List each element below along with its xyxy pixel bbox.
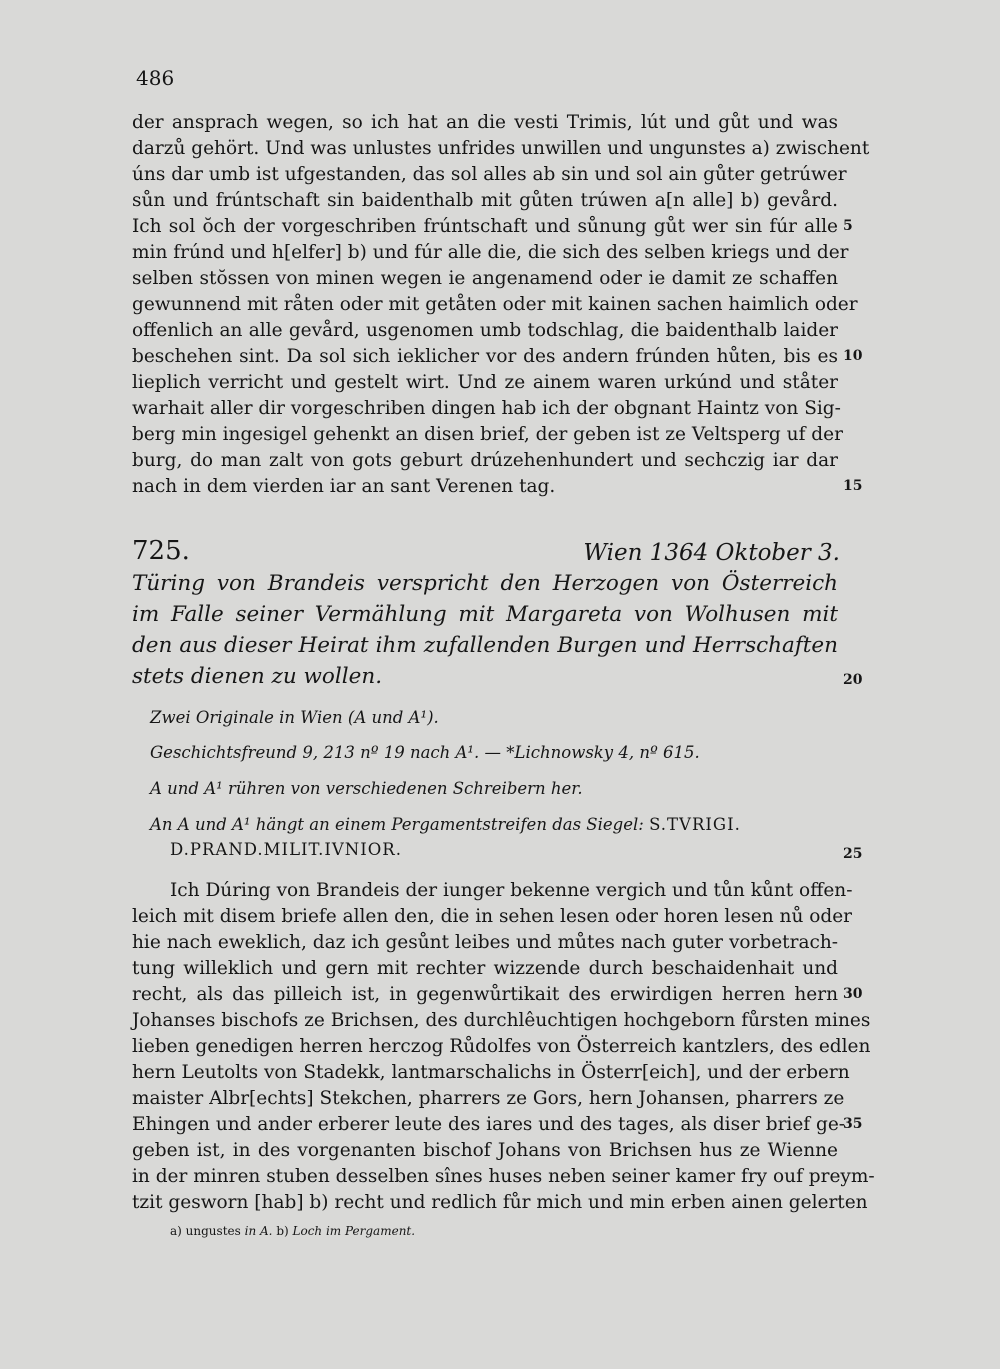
note-scribes: A und A¹ rühren von verschiedenen Schreibern her. — [150, 779, 583, 798]
line-number-10: 10 — [843, 348, 863, 364]
seal-legend-continued: D.PRAND.MILIT.IVNIOR. — [170, 840, 402, 859]
text-line: nach in dem vierden iar an sant Verenen tag. — [132, 476, 556, 497]
footnote-a-mark: a) — [170, 1224, 182, 1238]
text-line: hern Leutolts von Stadekk, lantmarschalichs in Österr[eich], und der erbern — [132, 1062, 850, 1083]
regest-line: stets dienen zu wollen. — [132, 664, 383, 689]
text-line: tung willeklich und gern mit rechter wizzende durch beschaidenhait und — [132, 958, 838, 979]
entry-regest — [132, 568, 838, 692]
text-line: recht, als das pilleich ist, in gegenwůrtikait des erwirdigen herren hern — [132, 984, 838, 1005]
text-line: Ich Dúring von Brandeis der iunger bekenne vergich und tůn kůnt offen- — [170, 880, 853, 901]
text-line: geben ist, in des vorgenanten bischof Johans von Brichsen hus ze Wienne — [132, 1140, 838, 1161]
text-line: leich mit disem briefe allen den, die in sehen lesen oder horen lesen nů oder — [132, 906, 853, 927]
footnote-a-word: ungustes — [185, 1224, 241, 1238]
text-line: warhait aller dir vorgeschriben dingen hab ich der obgnant Haintz von Sig- — [132, 398, 841, 419]
text-line: berg min ingesigel gehenkt an disen brief, der geben ist ze Veltsperg uf der — [132, 424, 843, 445]
regest-line: im Falle seiner Vermählung mit Margareta von Wolhusen mit — [132, 602, 838, 627]
note-editions: Geschichtsfreund 9, 213 nº 19 nach A¹. — *Lichnowsky 4, nº 615. — [150, 743, 700, 762]
line-number-20: 20 — [843, 672, 863, 688]
text-line: beschehen sint. Da sol sich ieklicher vor des andern frúnden hůten, bis es — [132, 346, 838, 367]
text-line: min frúnd und h[elfer] b) und fúr alle die, die sich des selben kriegs und der — [132, 242, 849, 263]
page-number: 486 — [136, 66, 175, 90]
text-line: sůn und frúntschaft sin baidenthalb mit gůten trúwen a[n alle] b) gevård. — [132, 190, 838, 211]
text-line: maister Albr[echts] Stekchen, pharrers ze Gors, hern Johansen, pharrers ze — [132, 1088, 845, 1109]
regest-line: Türing von Brandeis verspricht den Herzogen von Österreich — [132, 571, 838, 596]
text-line: Johanses bischofs ze Brichsen, des durchlêuchtigen hochgeborn fůrsten mines — [132, 1010, 871, 1031]
text-line: offenlich an alle gevård, usgenomen umb todschlag, die baidenthalb laider — [132, 320, 838, 341]
seal-legend: S.TVRIGI. — [649, 815, 741, 834]
text-line: darzů gehört. Und was unlustes unfrides unwillen und ungunstes a) zwischent — [132, 138, 870, 159]
line-number-25: 25 — [843, 846, 863, 862]
text-line: úns dar umb ist ufgestanden, das sol alles ab sin und sol ain gůter getrúwer — [132, 164, 847, 185]
text-line: in der minren stuben desselben sînes huses neben seiner kamer fry ouf preym- — [132, 1166, 875, 1187]
line-number-5: 5 — [843, 218, 853, 234]
note-originals: Zwei Originale in Wien (A und A¹). — [150, 708, 439, 727]
text-line: selben stŏssen von minen wegen ie angenamend oder ie damit ze schaffen — [132, 268, 838, 289]
text-line: Ich sol ŏch der vorgeschriben frúntschaft und sůnung gůt wer sin fúr alle — [132, 216, 838, 237]
text-line: gewunnend mit råten oder mit getåten oder mit kainen sachen haimlich oder — [132, 294, 858, 315]
line-number-30: 30 — [843, 986, 863, 1002]
text-line: lieben genedigen herren herczog Růdolfes von Österreich kantzlers, des edlen — [132, 1036, 871, 1057]
line-number-35: 35 — [843, 1116, 863, 1132]
text-line: lieplich verricht und gestelt wirt. Und ze ainem waren urkúnd und ståter — [132, 372, 838, 393]
text-line: Ehingen und ander erberer leute des iares und des tages, als diser brief ge- — [132, 1114, 846, 1135]
footnote-b-mark: b) — [276, 1224, 289, 1238]
line-number-15: 15 — [843, 478, 863, 494]
text-line: tzit gesworn [hab] b) recht und redlich fůr mich und min erben ainen gelerten — [132, 1192, 868, 1213]
text-line: hie nach eweklich, daz ich gesůnt leibes und můtes nach guter vorbetrach- — [132, 932, 838, 953]
text-line: der ansprach wegen, so ich hat an die vesti Trimis, lút und gůt und was — [132, 112, 838, 133]
seal-intro: An A und A¹ hängt an einem Pergamentstreifen das Siegel: — [150, 815, 644, 834]
note-seal — [150, 815, 741, 834]
footnote-b-text: Loch im Pergament. — [292, 1224, 416, 1238]
entry-place-date: Wien 1364 Oktober 3. — [583, 540, 840, 566]
footnote-a-text: in A. — [244, 1224, 273, 1238]
regest-line: den aus dieser Heirat ihm zufallenden Burgen und Herrschaften — [132, 633, 838, 658]
text-line: burg, do man zalt von gots geburt drúzehenhundert und sechczig iar dar — [132, 450, 838, 471]
entry-number: 725. — [132, 536, 190, 566]
footnotes — [170, 1224, 415, 1238]
